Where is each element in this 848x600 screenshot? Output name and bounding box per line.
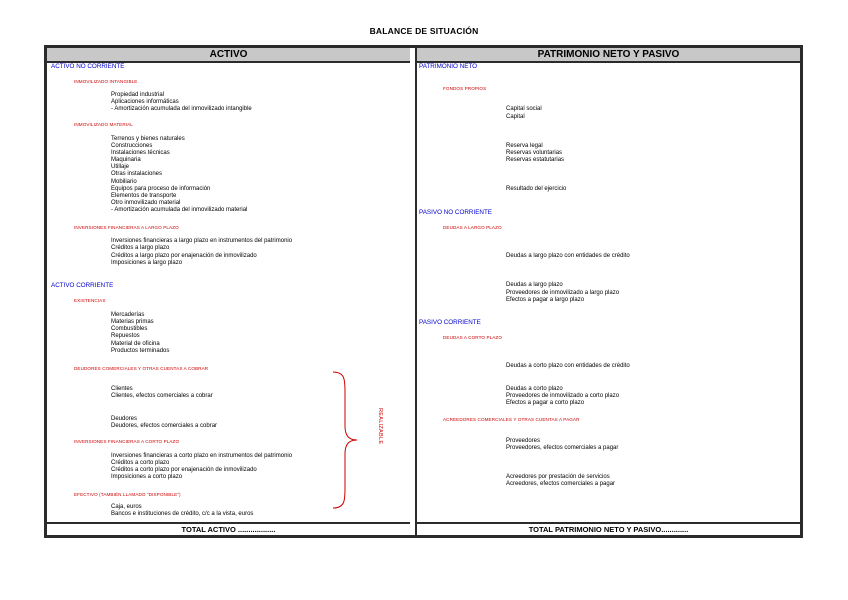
group-deudas-lp: DEUDAS A LARGO PLAZO: [443, 225, 502, 230]
realizable-label: REALIZABLE: [377, 408, 383, 445]
activo-header: ACTIVO: [47, 48, 410, 63]
list-item: Mercaderías: [111, 312, 145, 318]
list-item: Instalaciones técnicas: [111, 150, 170, 156]
list-item: Créditos a largo plazo por enajenación de inmovilizado: [111, 253, 257, 259]
list-item: Reserva legal: [506, 143, 543, 149]
list-item: Acreedores por prestación de servicios: [506, 474, 610, 480]
list-item: Efectos a pagar a largo plazo: [506, 297, 585, 303]
list-item: Caja, euros: [111, 504, 142, 510]
list-item: Combustibles: [111, 326, 148, 332]
list-item: Inversiones financieras a corto plazo en instrumentos del patrimonio: [111, 453, 293, 459]
total-activo: TOTAL ACTIVO ..................: [47, 522, 410, 535]
list-item: Proveedores de inmovilizado a corto plazo: [506, 393, 620, 399]
list-item: Maquinaria: [111, 157, 141, 163]
section-pasivo-corriente: PASIVO CORRIENTE: [419, 319, 481, 326]
list-item: Efectos a pagar a corto plazo: [506, 400, 585, 406]
activo-column: [47, 48, 412, 535]
pasivo-column: [415, 48, 800, 535]
group-inmovilizado-material: INMOVILIZADO MATERIAL: [74, 122, 133, 127]
list-item: Clientes: [111, 386, 133, 392]
total-pasivo: TOTAL PATRIMONIO NETO Y PASIVO.............: [417, 522, 800, 535]
list-item: Deudas a corto plazo con entidades de crédito: [506, 363, 630, 369]
list-item: Clientes, efectos comerciales a cobrar: [111, 393, 213, 399]
list-item: Deudores, efectos comerciales a cobrar: [111, 423, 218, 429]
group-existencias: EXISTENCIAS: [74, 298, 106, 303]
list-item: Imposiciones a largo plazo: [111, 260, 183, 266]
list-item: Utillaje: [111, 164, 130, 170]
group-efectivo: EFECTIVO (TAMBIÉN LLAMADO "DISPONIBLE"): [74, 492, 181, 497]
list-item: Otro inmovilizado material: [111, 200, 181, 206]
list-item: Proveedores, efectos comerciales a pagar: [506, 445, 619, 451]
group-inmovilizado-intangible: INMOVILIZADO INTANGIBLE: [74, 79, 138, 84]
list-item: Otras instalaciones: [111, 171, 163, 177]
list-item: Proveedores de inmovilizado a largo plazo: [506, 290, 620, 296]
list-item: Terrenos y bienes naturales: [111, 136, 185, 142]
list-item: Deudores: [111, 416, 138, 422]
section-pasivo-no-corriente: PASIVO NO CORRIENTE: [419, 209, 493, 216]
list-item: Capital social: [506, 106, 542, 112]
section-patrimonio-neto: PATRIMONIO NETO: [419, 63, 478, 70]
list-item: Propiedad industrial: [111, 92, 165, 98]
list-item: Repuestos: [111, 333, 140, 339]
list-item: Equipos para proceso de información: [111, 186, 211, 192]
list-item: Materias primas: [111, 319, 154, 325]
page-title: BALANCE DE SITUACIÓN: [369, 26, 479, 36]
list-item: Construcciones: [111, 143, 153, 149]
group-inversiones-lp: INVERSIONES FINANCIERAS A LARGO PLAZO: [74, 225, 179, 230]
list-item: Proveedores: [506, 438, 541, 444]
list-item: Inversiones financieras a largo plazo en instrumentos del patrimonio: [111, 238, 293, 244]
section-activo-corriente: ACTIVO CORRIENTE: [51, 282, 114, 289]
list-item: Bancos e instituciones de crédito, c/c a la vista, euros: [111, 511, 254, 517]
list-item: Reservas estatutarias: [506, 157, 565, 163]
section-activo-no-corriente: ACTIVO NO CORRIENTE: [51, 63, 125, 70]
list-item: Deudas a corto plazo: [506, 386, 563, 392]
list-item: Deudas a largo plazo: [506, 282, 563, 288]
group-acreedores: ACREEDORES COMERCIALES Y OTRAS CUENTAS A PAGAR: [443, 417, 580, 422]
list-item: Imposiciones a corto plazo: [111, 474, 183, 480]
list-item: Aplicaciones informáticas: [111, 99, 179, 105]
list-item: Resultado del ejercicio: [506, 186, 567, 192]
list-item: Créditos a corto plazo por enajenación de inmovilizado: [111, 467, 257, 473]
list-item: Deudas a largo plazo con entidades de crédito: [506, 253, 630, 259]
list-item: Elementos de transporte: [111, 193, 177, 199]
balance-sheet-table: [44, 45, 803, 538]
list-item: - Amortización acumulada del inmovilizado material: [111, 207, 248, 213]
list-item: Acreedores, efectos comerciales a pagar: [506, 481, 616, 487]
realizable-brace: [331, 370, 371, 510]
list-item: - Amortización acumulada del inmovilizado intangible: [111, 106, 252, 112]
list-item: Créditos a corto plazo: [111, 460, 170, 466]
group-inversiones-cp: INVERSIONES FINANCIERAS A CORTO PLAZO: [74, 439, 180, 444]
list-item: Productos terminados: [111, 348, 170, 354]
list-item: Mobiliario: [111, 179, 137, 185]
group-deudas-cp: DEUDAS A CORTO PLAZO: [443, 335, 503, 340]
list-item: Capital: [506, 114, 525, 120]
list-item: Créditos a largo plazo: [111, 245, 170, 251]
group-deudores: DEUDORES COMERCIALES Y OTRAS CUENTAS A COBRAR: [74, 366, 209, 371]
list-item: Material de oficina: [111, 341, 160, 347]
pasivo-header: PATRIMONIO NETO Y PASIVO: [417, 48, 800, 63]
list-item: Reservas voluntarias: [506, 150, 563, 156]
group-fondos-propios: FONDOS PROPIOS: [443, 86, 487, 91]
